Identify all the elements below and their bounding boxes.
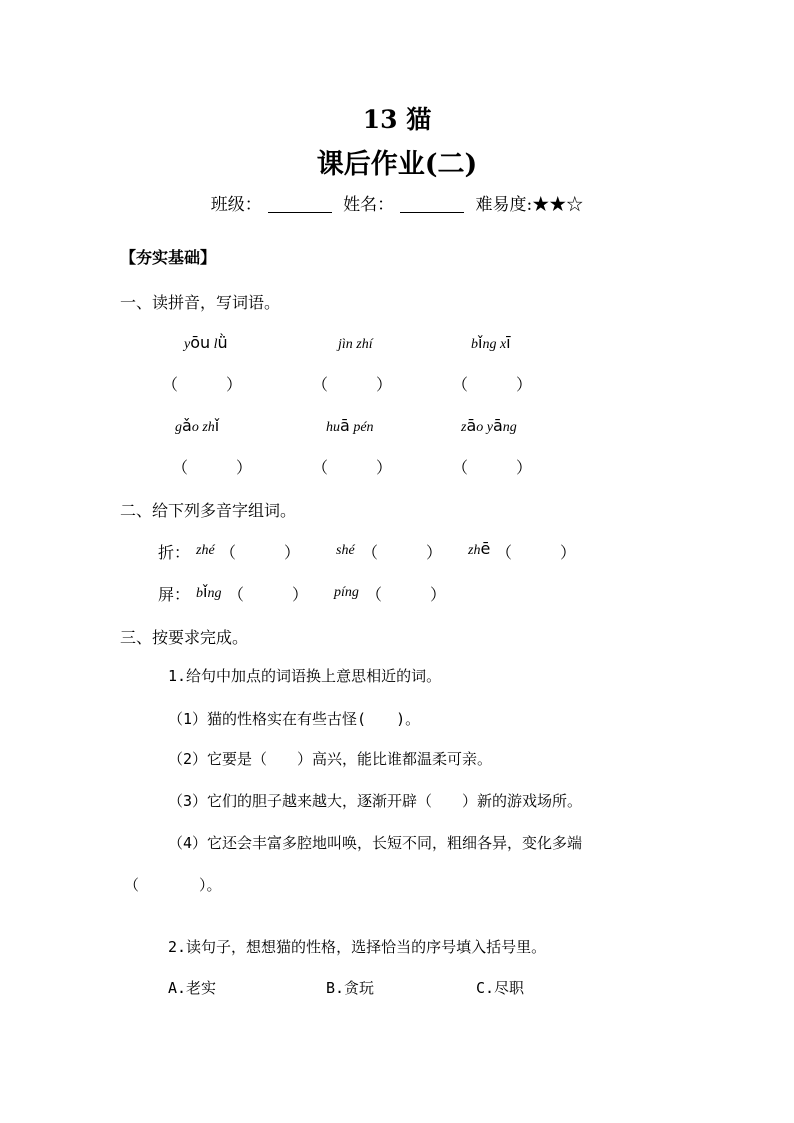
pinyin-1-2: jìn zhí: [338, 337, 373, 352]
pinyin-1-3: bǐng xī: [471, 333, 511, 352]
pinyin-2-3: zāo yāng: [461, 416, 517, 435]
zhe-pinyin-1: zhé: [196, 543, 215, 558]
pinyin-1-1: yōu lǜ: [184, 333, 228, 352]
answer-paren-2-3[interactable]: （ ）: [452, 458, 533, 477]
q2-title: 二、给下列多音字组词。: [120, 501, 297, 520]
class-blank[interactable]: [268, 196, 332, 213]
zhe-paren-2[interactable]: （ ）: [362, 543, 443, 562]
student-info-line: [0, 190, 794, 215]
zhe-label: 折：: [158, 543, 191, 562]
name-blank[interactable]: [400, 196, 464, 213]
zhe-paren-1[interactable]: （ ）: [220, 543, 301, 562]
option-c: C.尽职: [476, 979, 525, 997]
answer-paren-1-2[interactable]: （ ）: [312, 375, 393, 394]
lesson-title: 13 猫: [362, 105, 432, 134]
q1-title: 一、读拼音，写词语。: [120, 293, 281, 312]
zhe-pinyin-2: shé: [336, 543, 355, 558]
difficulty-label: 难易度:★★☆: [475, 195, 584, 215]
q3-title: 三、按要求完成。: [120, 628, 249, 647]
ping-pinyin-2: píng: [334, 585, 359, 600]
q3-sentence-4: （4）它还会丰富多腔地叫唤，长短不同，粗细各异，变化多端: [168, 834, 583, 852]
answer-paren-1-1[interactable]: （ ）: [162, 375, 243, 394]
worksheet-subtitle: 课后作业(二): [316, 149, 478, 180]
zhe-paren-3[interactable]: （ ）: [496, 543, 577, 562]
answer-paren-1-3[interactable]: （ ）: [452, 375, 533, 394]
ping-paren-1[interactable]: （ ）: [228, 585, 309, 604]
pinyin-2-1: gǎo zhǐ: [175, 416, 220, 435]
answer-paren-2-2[interactable]: （ ）: [312, 458, 393, 477]
zhe-pinyin-3: zhē: [468, 539, 491, 558]
q3-sub2-title: 2.读句子，想想猫的性格，选择恰当的序号填入括号里。: [168, 938, 547, 956]
q3-sub1-title: 1.给句中加点的词语换上意思相近的词。: [168, 667, 442, 685]
answer-paren-2-1[interactable]: （ ）: [172, 458, 253, 477]
q3-sentence-1[interactable]: （1）猫的性格实在有些古怪( )。: [168, 710, 421, 728]
q3-sentence-3[interactable]: （3）它们的胆子越来越大，逐渐开辟（ ）新的游戏场所。: [168, 792, 583, 810]
ping-pinyin-1: bǐng: [196, 582, 222, 601]
pinyin-2-2: huā pén: [326, 416, 374, 435]
section-basic-heading: 【夯实基础】: [120, 248, 217, 267]
ping-paren-2[interactable]: （ ）: [366, 585, 447, 604]
name-label: 姓名：: [343, 195, 395, 215]
q3-sentence-2[interactable]: （2）它要是（ ）高兴，能比谁都温柔可亲。: [168, 750, 493, 768]
class-label: 班级：: [210, 195, 262, 215]
ping-label: 屏：: [158, 585, 191, 604]
option-a: A.老实: [168, 979, 217, 997]
option-b: B.贪玩: [326, 979, 375, 997]
q3-sentence-4-blank[interactable]: （ ）。: [124, 876, 222, 894]
